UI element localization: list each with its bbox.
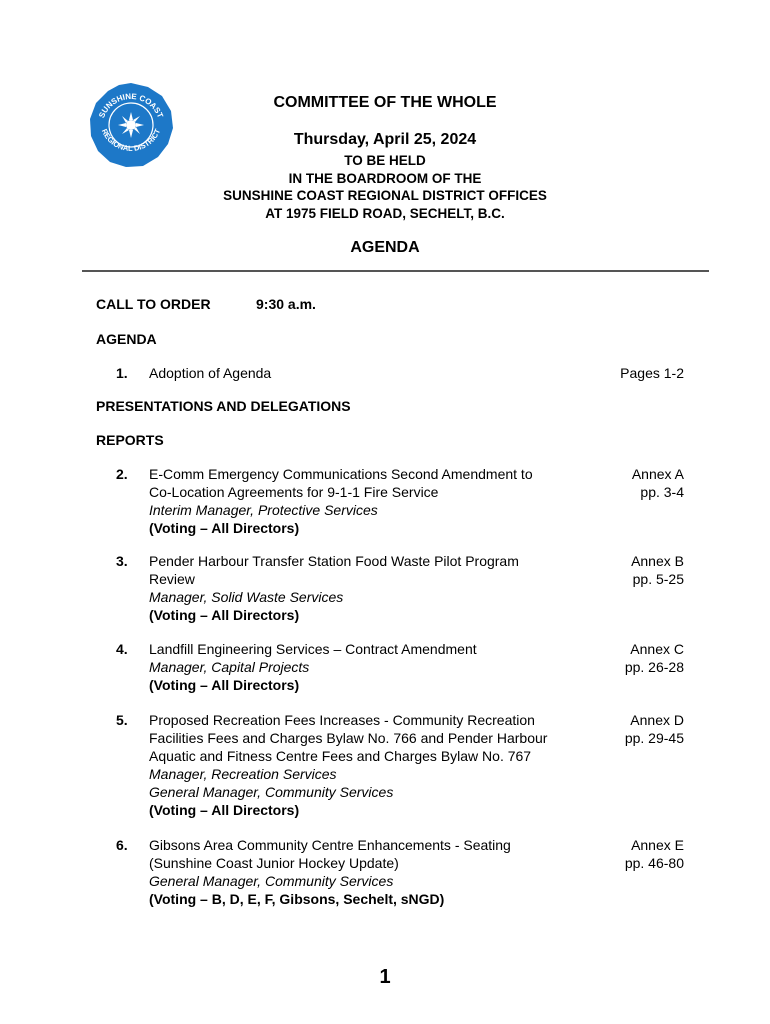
item-title-line: Adoption of Agenda	[149, 365, 272, 381]
item-title-line: (Sunshine Coast Junior Hockey Update)	[149, 855, 399, 871]
item-reference	[625, 711, 684, 747]
item-voting: (Voting – All Directors)	[149, 802, 300, 818]
agenda-heading: AGENDA	[350, 239, 420, 256]
item-reference	[625, 640, 684, 676]
meeting-location-line-4: AT 1975 FIELD ROAD, SECHELT, B.C.	[265, 205, 505, 221]
section-agenda: AGENDA	[96, 331, 157, 347]
item-voting: (Voting – All Directors)	[149, 520, 300, 536]
item-title-line: E-Comm Emergency Communications Second Amendment to	[149, 466, 533, 482]
item-reference	[631, 552, 684, 588]
item-description	[149, 552, 579, 624]
item-number: 3.	[116, 553, 128, 569]
item-title-line: Facilities Fees and Charges Bylaw No. 766 and Pender Harbour	[149, 730, 548, 746]
item-presenter: Manager, Capital Projects	[149, 659, 310, 675]
item-reference-line: Pages 1-2	[620, 365, 684, 381]
item-reference-line: Annex A	[631, 466, 684, 482]
item-presenter: Manager, Solid Waste Services	[149, 589, 344, 605]
item-description	[149, 640, 579, 694]
meeting-title: COMMITTEE OF THE WHOLE	[273, 94, 497, 111]
item-presenter: General Manager, Community Services	[149, 784, 394, 800]
item-description	[149, 711, 579, 819]
call-to-order-time: 9:30 a.m.	[256, 296, 316, 312]
call-to-order-label: CALL TO ORDER	[96, 296, 211, 312]
item-title-line: Landfill Engineering Services – Contract Amendment	[149, 641, 477, 657]
item-title-line: Proposed Recreation Fees Increases - Community Recreation	[149, 712, 535, 728]
meeting-location-line-3: SUNSHINE COAST REGIONAL DISTRICT OFFICES	[223, 188, 547, 203]
item-reference-line: Annex C	[630, 641, 684, 657]
meeting-location-line-1: TO BE HELD	[344, 153, 426, 168]
logo-text-top: SUNSHINE COAST	[97, 91, 165, 120]
item-reference-line: pp. 29-45	[624, 730, 684, 746]
item-title-line: Gibsons Area Community Centre Enhancements - Seating	[149, 837, 511, 853]
item-title-line: Pender Harbour Transfer Station Food Waste Pilot Program	[149, 553, 519, 569]
meeting-date: Thursday, April 25, 2024	[293, 131, 477, 148]
section-reports: REPORTS	[96, 432, 164, 448]
item-presenter: Manager, Recreation Services	[149, 766, 337, 782]
item-title-line: Review	[149, 571, 195, 587]
item-number: 4.	[116, 641, 128, 657]
item-number: 1.	[116, 365, 128, 381]
meeting-location-line-2: IN THE BOARDROOM OF THE	[288, 170, 482, 186]
header-divider	[82, 270, 709, 272]
item-reference-line: pp. 5-25	[632, 571, 684, 587]
item-presenter: Interim Manager, Protective Services	[149, 502, 378, 518]
section-presentations: PRESENTATIONS AND DELEGATIONS	[96, 398, 351, 414]
item-voting: (Voting – B, D, E, F, Gibsons, Sechelt, sNGD)	[149, 891, 445, 907]
item-reference	[625, 836, 684, 872]
item-reference-line: pp. 3-4	[640, 484, 684, 500]
item-reference-line: Annex D	[630, 712, 684, 728]
item-number: 6.	[116, 837, 128, 853]
item-description	[149, 364, 579, 382]
logo-text-bottom: REGIONAL DISTRICT	[99, 127, 163, 154]
item-description	[149, 836, 579, 908]
item-description	[149, 465, 579, 537]
item-title-line: Co-Location Agreements for 9-1-1 Fire Service	[149, 484, 439, 500]
item-reference	[632, 465, 684, 501]
item-number: 5.	[116, 712, 128, 728]
item-reference-line: Annex E	[631, 837, 684, 853]
item-number: 2.	[116, 466, 128, 482]
item-reference-line: Annex B	[631, 553, 684, 569]
item-reference-line: pp. 46-80	[624, 855, 684, 871]
page-number: 1	[379, 966, 391, 988]
item-reference	[620, 364, 684, 382]
item-title-line: Aquatic and Fitness Centre Fees and Charges Bylaw No. 767	[149, 748, 532, 764]
item-presenter: General Manager, Community Services	[149, 873, 394, 889]
item-voting: (Voting – All Directors)	[149, 607, 300, 623]
item-voting: (Voting – All Directors)	[149, 677, 300, 693]
item-reference-line: pp. 26-28	[624, 659, 684, 675]
